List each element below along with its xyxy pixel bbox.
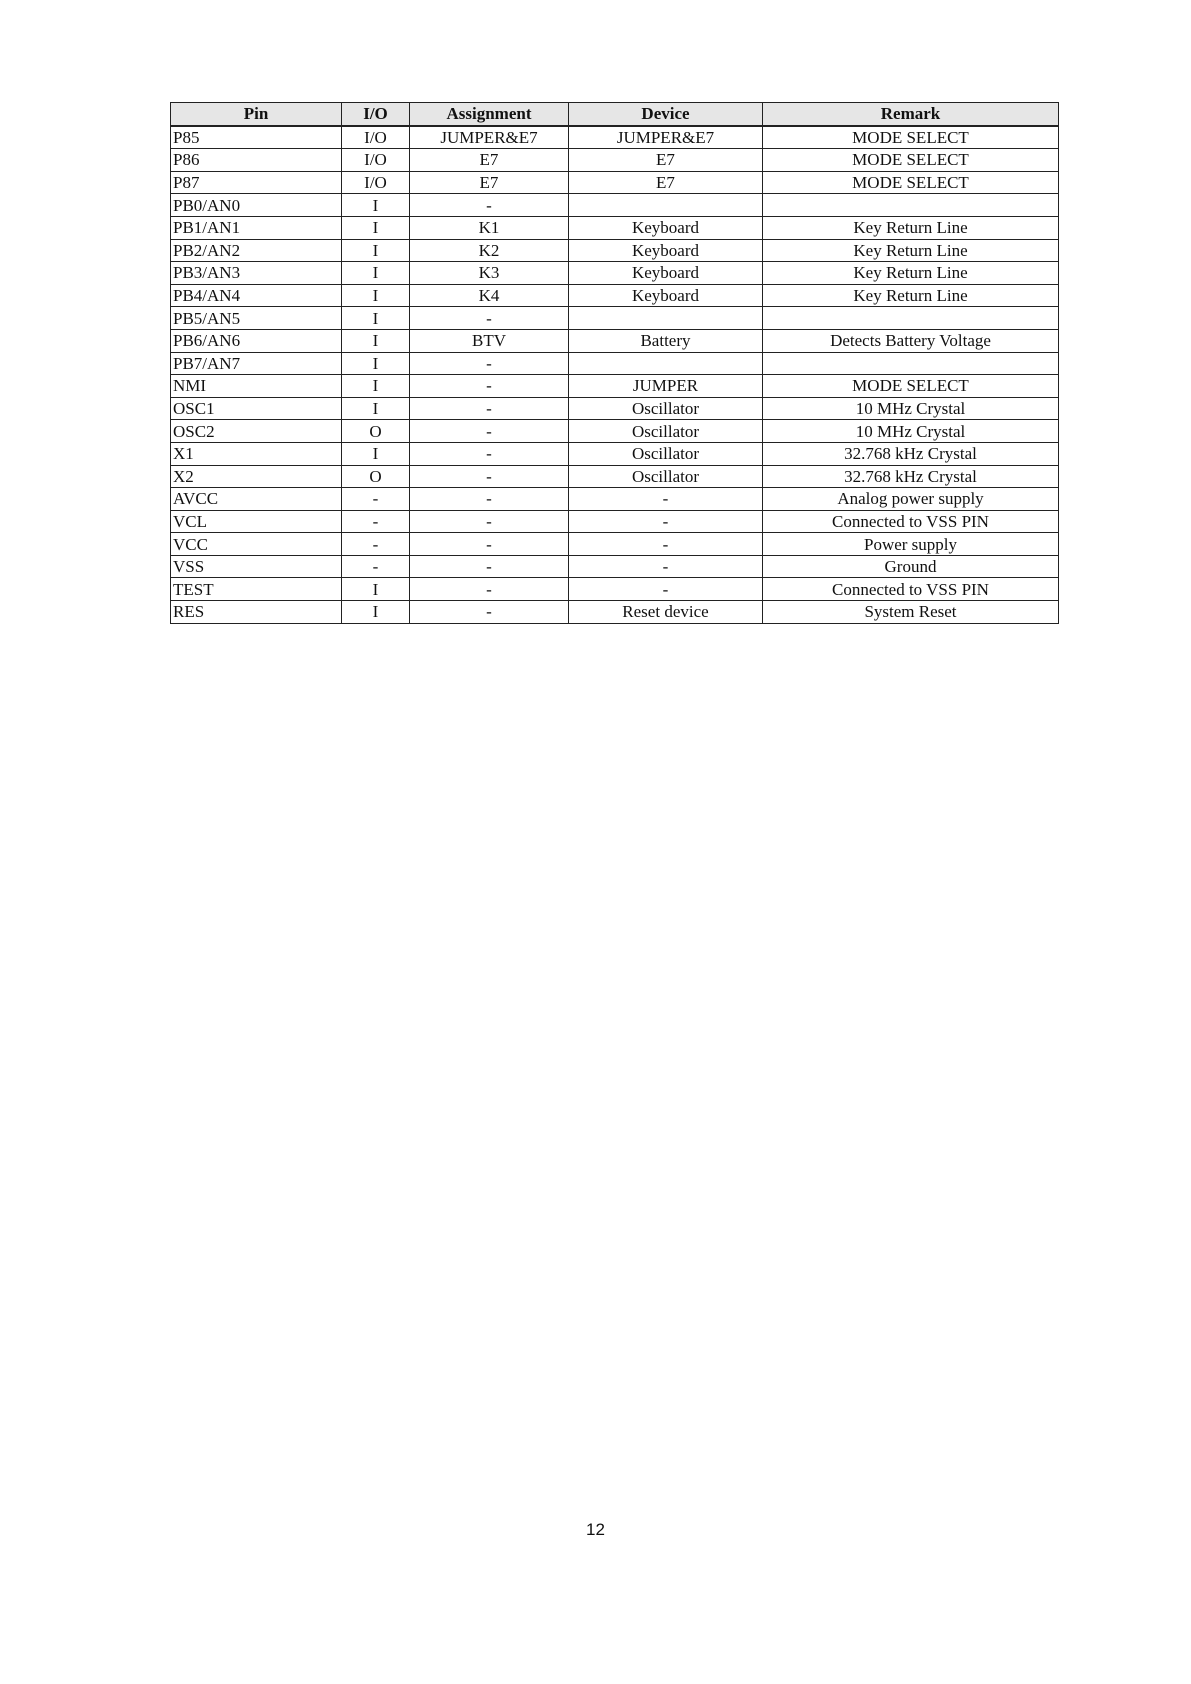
cell-assignment: - [410, 533, 569, 556]
cell-pin: VSS [171, 555, 342, 578]
cell-assignment: - [410, 375, 569, 398]
cell-assignment: K3 [410, 262, 569, 285]
cell-pin: P86 [171, 149, 342, 172]
table-row [171, 533, 1059, 556]
cell-remark: MODE SELECT [763, 126, 1059, 149]
cell-io: I [342, 578, 410, 601]
cell-assignment: - [410, 601, 569, 624]
cell-io: I [342, 397, 410, 420]
cell-io: I [342, 375, 410, 398]
table-row [171, 171, 1059, 194]
cell-device: Oscillator [569, 465, 763, 488]
table-row [171, 397, 1059, 420]
cell-remark: 32.768 kHz Crystal [763, 442, 1059, 465]
cell-remark: MODE SELECT [763, 149, 1059, 172]
cell-remark: 10 MHz Crystal [763, 397, 1059, 420]
cell-device: JUMPER [569, 375, 763, 398]
cell-assignment: E7 [410, 149, 569, 172]
cell-remark: 32.768 kHz Crystal [763, 465, 1059, 488]
cell-device: Reset device [569, 601, 763, 624]
cell-remark: Connected to VSS PIN [763, 510, 1059, 533]
cell-io: O [342, 465, 410, 488]
cell-remark: Analog power supply [763, 488, 1059, 511]
cell-device: - [569, 510, 763, 533]
header-io: I/O [342, 103, 410, 126]
cell-assignment: JUMPER&E7 [410, 126, 569, 149]
cell-io: I [342, 216, 410, 239]
table-row [171, 194, 1059, 217]
cell-pin: P87 [171, 171, 342, 194]
cell-remark: Key Return Line [763, 262, 1059, 285]
cell-remark: Ground [763, 555, 1059, 578]
cell-remark [763, 307, 1059, 330]
cell-assignment: K2 [410, 239, 569, 262]
cell-pin: RES [171, 601, 342, 624]
table-row [171, 329, 1059, 352]
cell-pin: TEST [171, 578, 342, 601]
cell-device [569, 307, 763, 330]
cell-remark [763, 194, 1059, 217]
cell-assignment: - [410, 397, 569, 420]
cell-remark: Detects Battery Voltage [763, 329, 1059, 352]
cell-remark: MODE SELECT [763, 171, 1059, 194]
cell-assignment: - [410, 194, 569, 217]
table-row [171, 239, 1059, 262]
cell-assignment: K4 [410, 284, 569, 307]
cell-pin: OSC1 [171, 397, 342, 420]
table-body [171, 126, 1059, 624]
cell-io: I [342, 352, 410, 375]
cell-assignment: E7 [410, 171, 569, 194]
cell-device: - [569, 488, 763, 511]
cell-pin: PB6/AN6 [171, 329, 342, 352]
cell-io: I/O [342, 149, 410, 172]
table-row [171, 488, 1059, 511]
cell-io: - [342, 533, 410, 556]
header-pin: Pin [171, 103, 342, 126]
table-row [171, 262, 1059, 285]
header-device: Device [569, 103, 763, 126]
cell-io: I [342, 601, 410, 624]
cell-assignment: - [410, 578, 569, 601]
cell-device: Oscillator [569, 420, 763, 443]
cell-device: Battery [569, 329, 763, 352]
cell-assignment: - [410, 420, 569, 443]
cell-io: I [342, 239, 410, 262]
header-assignment: Assignment [410, 103, 569, 126]
table-header-row [171, 103, 1059, 126]
table-row [171, 510, 1059, 533]
cell-device: - [569, 555, 763, 578]
cell-remark: Key Return Line [763, 239, 1059, 262]
header-remark: Remark [763, 103, 1059, 126]
cell-remark: Connected to VSS PIN [763, 578, 1059, 601]
cell-pin: VCC [171, 533, 342, 556]
cell-assignment: - [410, 555, 569, 578]
cell-device: - [569, 533, 763, 556]
cell-pin: PB0/AN0 [171, 194, 342, 217]
cell-device: Oscillator [569, 397, 763, 420]
cell-device: E7 [569, 171, 763, 194]
cell-device: Keyboard [569, 216, 763, 239]
cell-assignment: - [410, 307, 569, 330]
cell-io: I [342, 284, 410, 307]
table-row [171, 601, 1059, 624]
cell-io: I/O [342, 171, 410, 194]
table-row [171, 216, 1059, 239]
cell-remark: Key Return Line [763, 216, 1059, 239]
cell-remark: Power supply [763, 533, 1059, 556]
table-row [171, 307, 1059, 330]
cell-assignment: - [410, 465, 569, 488]
table-row [171, 465, 1059, 488]
cell-io: I [342, 442, 410, 465]
cell-remark: 10 MHz Crystal [763, 420, 1059, 443]
cell-pin: VCL [171, 510, 342, 533]
cell-pin: PB2/AN2 [171, 239, 342, 262]
cell-pin: PB3/AN3 [171, 262, 342, 285]
cell-assignment: - [410, 352, 569, 375]
cell-pin: P85 [171, 126, 342, 149]
table-row [171, 352, 1059, 375]
cell-io: - [342, 555, 410, 578]
table-row [171, 555, 1059, 578]
cell-device: E7 [569, 149, 763, 172]
cell-io: - [342, 488, 410, 511]
cell-pin: PB1/AN1 [171, 216, 342, 239]
cell-device: Keyboard [569, 239, 763, 262]
table-row [171, 149, 1059, 172]
cell-pin: X2 [171, 465, 342, 488]
cell-device: Oscillator [569, 442, 763, 465]
cell-io: I [342, 329, 410, 352]
cell-io: I [342, 194, 410, 217]
cell-remark: System Reset [763, 601, 1059, 624]
table-row [171, 126, 1059, 149]
cell-pin: NMI [171, 375, 342, 398]
cell-io: O [342, 420, 410, 443]
table-row [171, 578, 1059, 601]
cell-assignment: - [410, 442, 569, 465]
cell-pin: PB4/AN4 [171, 284, 342, 307]
cell-pin: AVCC [171, 488, 342, 511]
cell-assignment: K1 [410, 216, 569, 239]
cell-assignment: - [410, 488, 569, 511]
cell-pin: OSC2 [171, 420, 342, 443]
cell-assignment: BTV [410, 329, 569, 352]
pin-assignment-table [170, 102, 1059, 624]
cell-pin: X1 [171, 442, 342, 465]
cell-pin: PB7/AN7 [171, 352, 342, 375]
cell-device: JUMPER&E7 [569, 126, 763, 149]
cell-device: - [569, 578, 763, 601]
cell-io: I/O [342, 126, 410, 149]
cell-io: I [342, 262, 410, 285]
cell-io: I [342, 307, 410, 330]
cell-remark [763, 352, 1059, 375]
cell-io: - [342, 510, 410, 533]
table-row [171, 375, 1059, 398]
table-row [171, 442, 1059, 465]
cell-device [569, 194, 763, 217]
cell-pin: PB5/AN5 [171, 307, 342, 330]
cell-device [569, 352, 763, 375]
page-number: 12 [586, 1520, 605, 1539]
cell-remark: MODE SELECT [763, 375, 1059, 398]
cell-remark: Key Return Line [763, 284, 1059, 307]
cell-device: Keyboard [569, 262, 763, 285]
table-row [171, 284, 1059, 307]
cell-assignment: - [410, 510, 569, 533]
cell-device: Keyboard [569, 284, 763, 307]
table-row [171, 420, 1059, 443]
